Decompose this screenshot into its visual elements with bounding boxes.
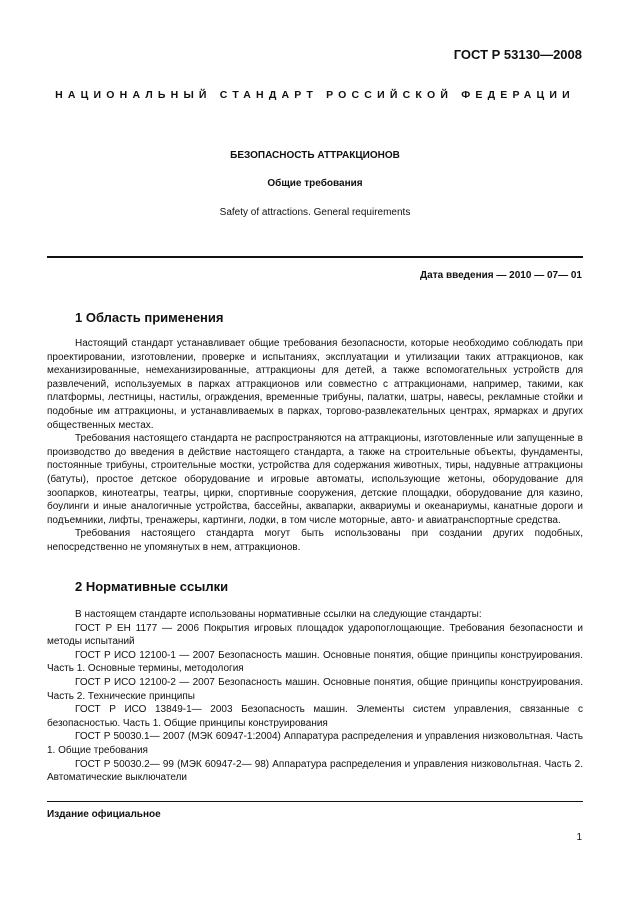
section-2-body bbox=[47, 608, 583, 785]
normative-reference: ГОСТ Р ЕН 1177 — 2006 Покрытия игровых площадок ударопоглощающие. Требования безопасности и методы испытаний bbox=[47, 622, 583, 648]
introduction-date: Дата введения — 2010 — 07— 01 bbox=[420, 270, 582, 281]
section-2-intro: В настоящем стандарте использованы нормативные ссылки на следующие стандарты: bbox=[75, 609, 482, 620]
section-2-heading: 2 Нормативные ссылки bbox=[75, 579, 229, 594]
english-title: Safety of attractions. General requirements bbox=[219, 207, 411, 218]
normative-reference: ГОСТ Р 50030.1— 2007 (МЭК 60947-1:2004) Аппаратура распределения и управления низковольтная. Часть 1. Общие требования bbox=[47, 731, 583, 756]
normative-reference: ГОСТ Р 50030.2— 99 (МЭК 60947-2— 98) Аппаратура распределения и управления низковольтная. Часть 2. Автоматические выключатели bbox=[47, 758, 583, 784]
document-subtitle: Общие требования bbox=[267, 178, 363, 189]
normative-reference: ГОСТ Р ИСО 12100-2 — 2007 Безопасность машин. Основные понятия, общие принципы конструирования. Часть 2. Технические принципы bbox=[47, 676, 583, 702]
footer-divider bbox=[47, 801, 583, 802]
section-1-heading: 1 Область применения bbox=[75, 310, 224, 325]
normative-reference: ГОСТ Р ИСО 12100-1 — 2007 Безопасность машин. Основные понятия, общие принципы конструирования. Часть 1. Основные термины, методология bbox=[47, 649, 583, 675]
official-edition-label: Издание официальное bbox=[47, 809, 161, 820]
national-standard-banner: НАЦИОНАЛЬНЫЙ СТАНДАРТ РОССИЙСКОЙ ФЕДЕРАЦИИ bbox=[55, 89, 575, 101]
section-1-paragraph: Настоящий стандарт устанавливает общие требования безопасности, которые необходимо соблюдать при проектировании, изготовлении, проверке и испытаниях, эксплуатации и утилизации таких аттракционов, как механизированные, немеханизированные, аттракционы для детей, а также вспомогательных устройств для развлечений, используемых в парках аттракционов или совместно с аттракционами, например, такими, как платформы, лестницы, настилы, ограждения, временные трибуны, палатки, шатры, навесы, рекламные стойки и подобные им аттракционы, и устанавливаемых в парках, торгово-развлекательных центрах, ярмарках и других общественных местах. bbox=[47, 338, 583, 431]
section-1-paragraph: Требования настоящего стандарта могут быть использованы при создании других подобных, непосредственно не упомянутых в нем, аттракционов. bbox=[47, 528, 583, 553]
document-title: БЕЗОПАСНОСТЬ АТТРАКЦИОНОВ bbox=[230, 150, 400, 161]
page-number: 1 bbox=[576, 832, 582, 843]
section-1-paragraph: Требования настоящего стандарта не распространяются на аттракционы, изготовленные или запущенные в производство до введения в действие настоящего стандарта, а также на строительные объекты, фундаменты, постоянные трибуны, строительные мостки, устройства для содержания животных, тиры, надувные аттракционы (батуты), простое детское оборудование и игровые автоматы, использующие жетоны, оборудование для зоопарков, кинотеатры, театры, цирки, спортивные сооружения, детские площадки, оборудование для казино, боулинги и иные аналогичные устройства, бассейны, аквапарки, аквариумы и океанариумы, канатные дороги и подъемники, лифты, тренажеры, картинги, лодки, в том числе моторные, авто- и авиатранспортные средства. bbox=[47, 433, 583, 526]
section-1-body bbox=[47, 337, 583, 555]
normative-reference: ГОСТ Р ИСО 13849-1— 2003 Безопасность машин. Элементы систем управления, связанные с безопасностью. Часть 1. Общие принципы конструирования bbox=[47, 704, 583, 729]
standard-number: ГОСТ Р 53130—2008 bbox=[453, 47, 582, 62]
title-divider bbox=[47, 256, 583, 258]
